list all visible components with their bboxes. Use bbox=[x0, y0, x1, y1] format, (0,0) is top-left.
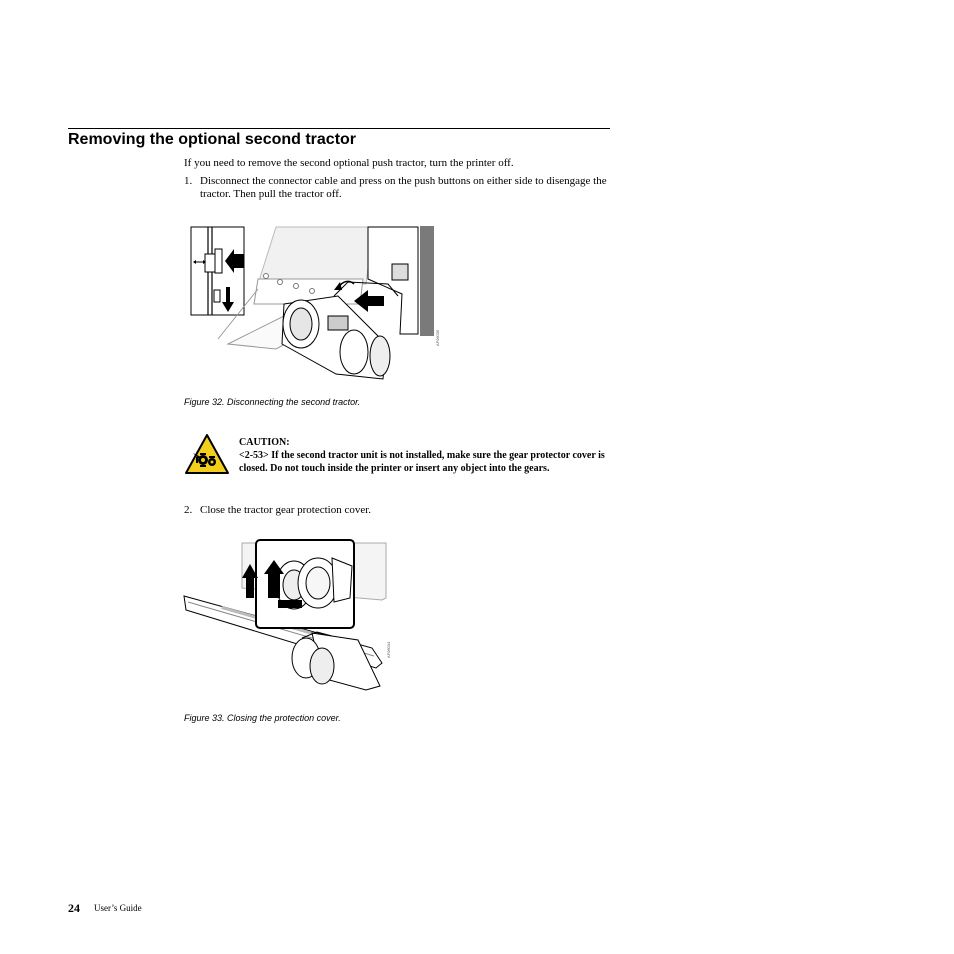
page-number: 24 bbox=[68, 901, 80, 915]
push-button-inset bbox=[191, 227, 244, 315]
gear-hazard-icon bbox=[184, 433, 230, 475]
step-1-text: Disconnect the connector cable and press on the push buttons on either side to disengage the tractor. Then pull the tractor off. bbox=[200, 175, 607, 200]
figure-32-code: AF06035 bbox=[435, 329, 440, 346]
caution-statement: <2-53> If the second tractor unit is not installed, make sure the gear protector cover is closed. Do not touch inside the printer or insert any object into the gears. bbox=[239, 450, 605, 474]
figure-33-caption: Figure 33. Closing the protection cover. bbox=[184, 713, 341, 723]
figure-32-illustration bbox=[188, 224, 438, 382]
step-2-text: Close the tractor gear protection cover. bbox=[200, 504, 372, 516]
caution-block bbox=[239, 436, 611, 475]
section-rule bbox=[68, 128, 610, 129]
step-2-number: 2. bbox=[184, 504, 193, 516]
figure-32-caption: Figure 32. Disconnecting the second tractor. bbox=[184, 397, 361, 407]
caution-label: CAUTION: bbox=[239, 437, 290, 448]
figure-33-code: AF06034 bbox=[386, 641, 391, 658]
figure-33-illustration bbox=[182, 538, 391, 698]
step-1-number: 1. bbox=[184, 175, 193, 187]
section-title: Removing the optional second tractor bbox=[68, 131, 357, 148]
book-title: User’s Guide bbox=[94, 903, 142, 913]
intro-paragraph: If you need to remove the second optional push tractor, turn the printer off. bbox=[184, 157, 514, 169]
cover-zoom-inset bbox=[256, 540, 354, 628]
